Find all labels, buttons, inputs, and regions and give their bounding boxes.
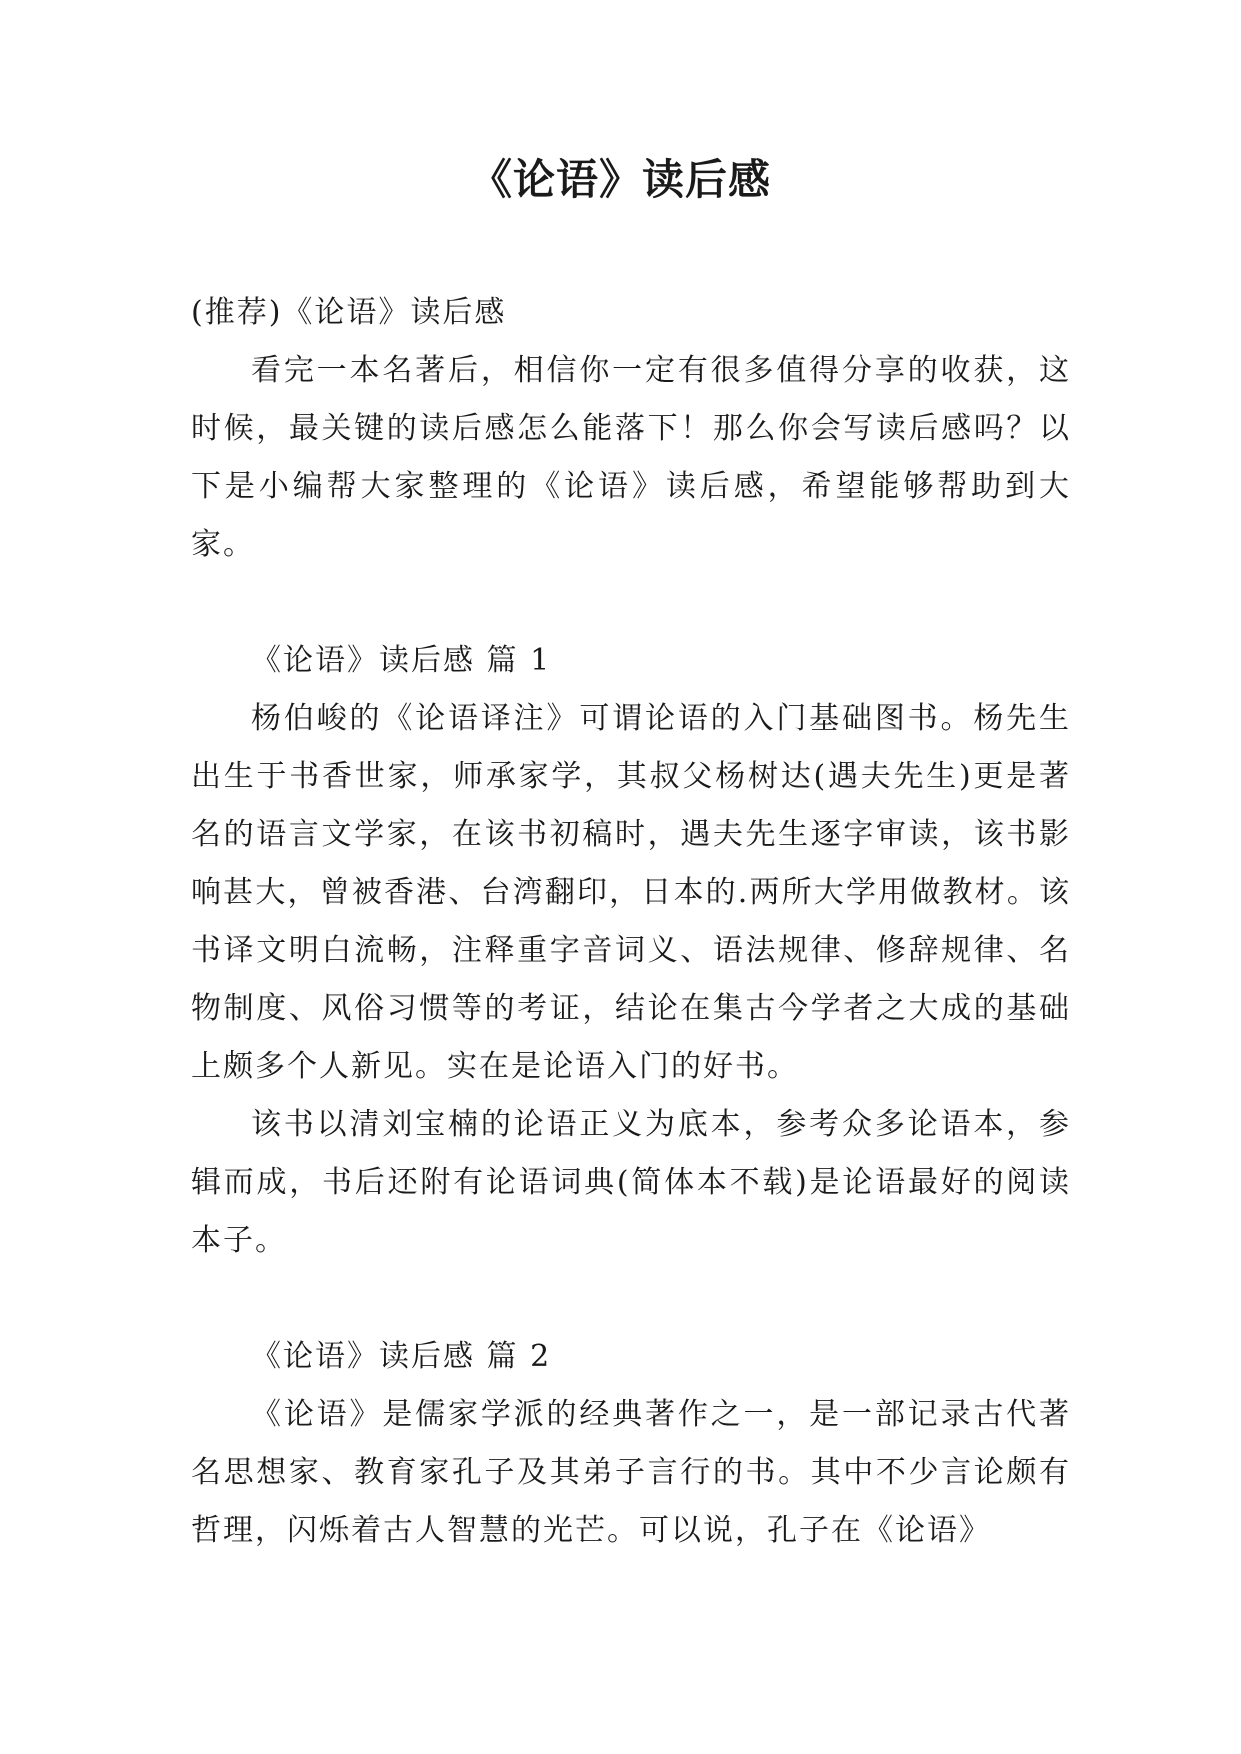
section-heading-1: 《论语》读后感 篇 1 bbox=[251, 643, 552, 678]
intro-paragraph: 看完一本名著后，相信你一定有很多值得分享的收获，这时候，最关键的读后感怎么能落下！那么你会写读后感吗？以下是小编帮大家整理的《论语》读后感，希望能够帮助到大家。 bbox=[191, 353, 1071, 562]
section-1-paragraph-1: 杨伯峻的《论语译注》可谓论语的入门基础图书。杨先生出生于书香世家，师承家学，其叔父杨树达(遇夫先生)更是著名的语言文学家，在该书初稿时，遇夫先生逐字审读，该书影响甚大，曾被香港、台湾翻印，日本的.两所大学用做教材。该书译文明白流畅，注释重字音词义、语法规律、修辞规律、名物制度、风俗习惯等的考证，结论在集古今学者之大成的基础上颇多个人新见。实在是论语入门的好书。 bbox=[191, 701, 1071, 1084]
section-1-paragraph-2: 该书以清刘宝楠的论语正义为底本，参考众多论语本，参辑而成，书后还附有论语词典(简体本不载)是论语最好的阅读本子。 bbox=[191, 1107, 1071, 1258]
document-title: 《论语》读后感 bbox=[469, 155, 771, 204]
section-heading-2: 《论语》读后感 篇 2 bbox=[251, 1339, 552, 1374]
section-2-paragraph-1: 《论语》是儒家学派的经典著作之一，是一部记录古代著名思想家、教育家孔子及其弟子言行的书。其中不少言论颇有哲理，闪烁着古人智慧的光芒。可以说，孔子在《论语》 bbox=[191, 1397, 1071, 1548]
document-body bbox=[191, 284, 1071, 1560]
document-subtitle: (推荐)《论语》读后感 bbox=[191, 295, 507, 330]
